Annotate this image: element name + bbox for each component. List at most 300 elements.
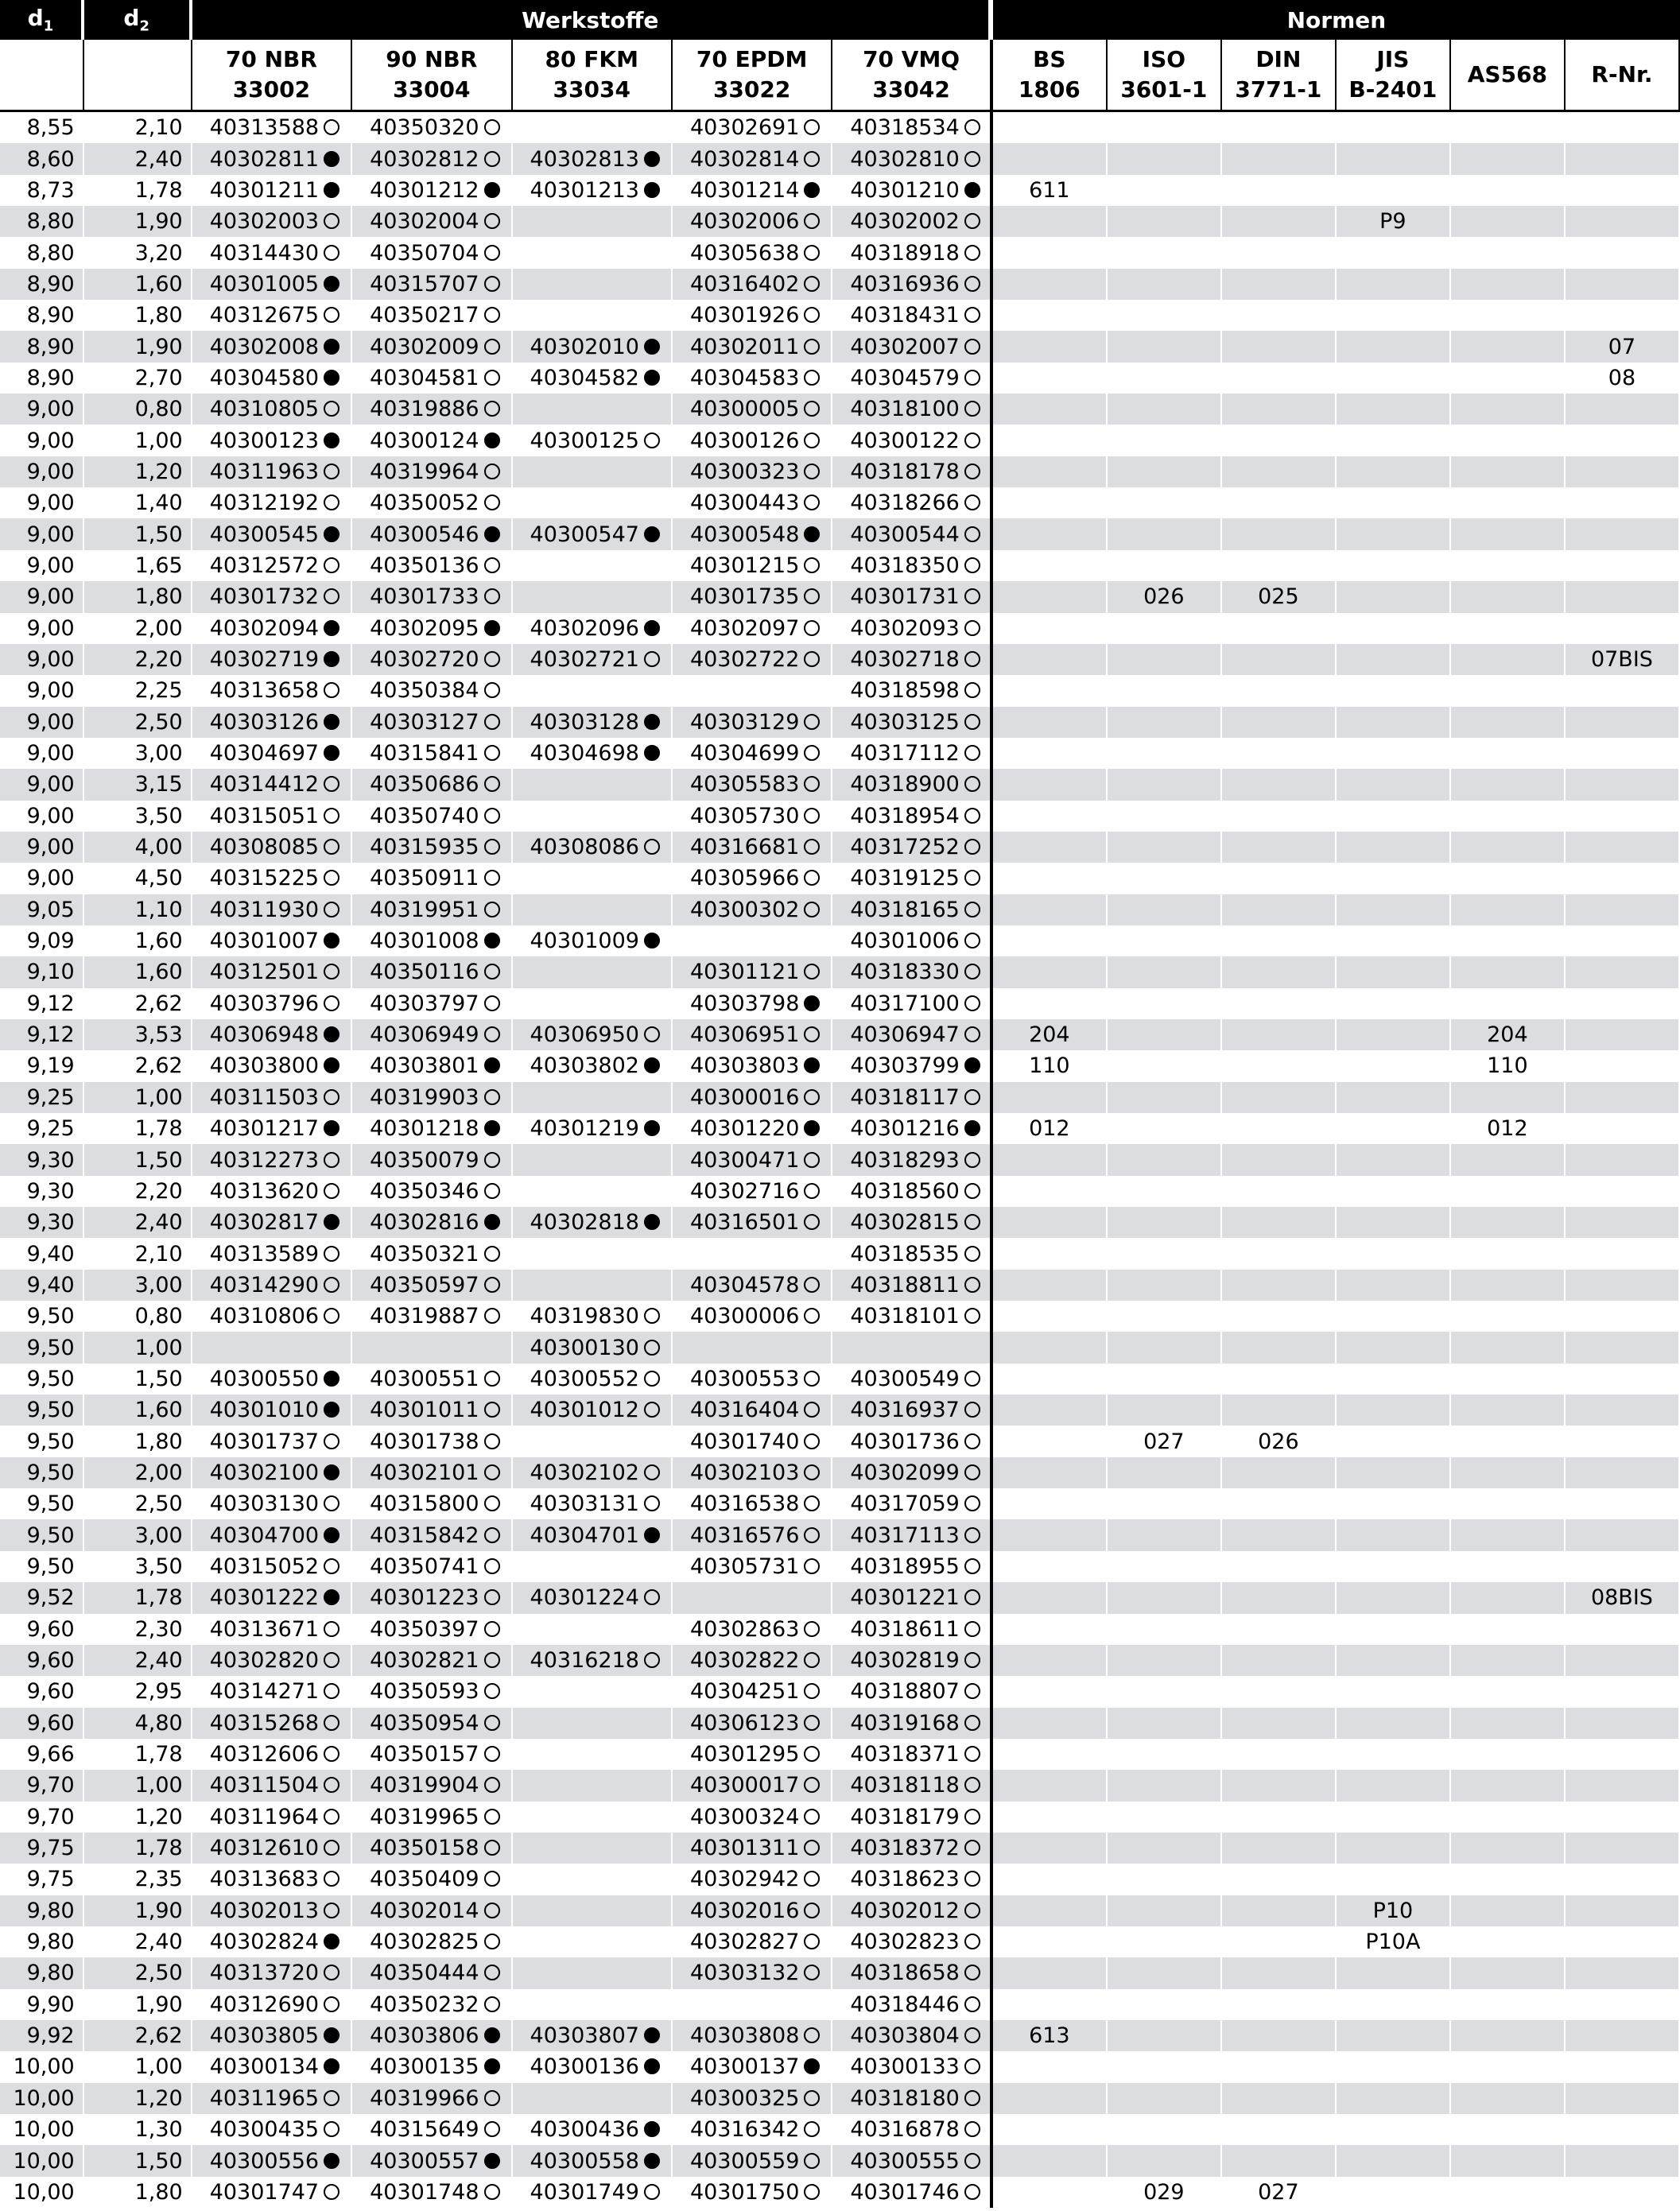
cell-norm: 012	[1451, 1113, 1566, 1144]
cell-d1: 9,66	[0, 1739, 84, 1770]
cell-material	[832, 1363, 992, 1394]
cell-material	[192, 487, 352, 518]
cell-norm	[1222, 1488, 1337, 1519]
cell-material	[352, 1645, 512, 1676]
cell-material	[513, 1864, 673, 1895]
cell-norm	[1337, 1770, 1451, 1801]
table-row	[0, 550, 1680, 581]
cell-norm	[1108, 331, 1222, 362]
cell-norm	[1451, 769, 1566, 800]
availability-open-circle-icon	[484, 1746, 500, 1762]
cell-material	[673, 1019, 832, 1050]
article-number: 40312273	[210, 1148, 339, 1173]
cell-material	[513, 1926, 673, 1957]
cell-material	[673, 1082, 832, 1113]
cell-norm	[1222, 175, 1337, 206]
cell-material	[513, 2114, 673, 2145]
cell-norm	[1451, 832, 1566, 863]
availability-open-circle-icon	[804, 964, 820, 979]
availability-open-circle-icon	[324, 1152, 339, 1168]
cell-material	[192, 675, 352, 706]
cell-norm	[1451, 1332, 1566, 1363]
article-number: 40318611	[850, 1617, 980, 1642]
cell-d2: 1,90	[84, 1895, 192, 1926]
cell-norm	[1108, 1519, 1222, 1550]
article-number: 40306949	[370, 1022, 499, 1047]
cell-material	[832, 456, 992, 487]
article-number: 40302824	[210, 1930, 339, 1954]
cell-d1: 8,73	[0, 175, 84, 206]
cell-norm	[1451, 2020, 1566, 2051]
cell-material	[352, 550, 512, 581]
article-number: 40312192	[210, 491, 339, 515]
availability-filled-dot-icon	[324, 714, 339, 730]
cell-material	[513, 1019, 673, 1050]
cell-material	[192, 1113, 352, 1144]
cell-material	[513, 1551, 673, 1582]
cell-material	[352, 644, 512, 675]
cell-material	[673, 2145, 832, 2176]
article-number: 40301212	[370, 178, 499, 203]
cell-material	[673, 1864, 832, 1895]
article-number: 40304580	[210, 366, 339, 390]
cell-norm: 07	[1566, 331, 1680, 362]
cell-d2: 3,00	[84, 1519, 192, 1550]
cell-material	[832, 1895, 992, 1926]
header-material-70vmq: 70 VMQ 33042	[832, 40, 992, 112]
article-number: 40302820	[210, 1648, 339, 1673]
cell-material	[192, 425, 352, 456]
table-row	[0, 175, 1680, 206]
availability-open-circle-icon	[964, 933, 980, 948]
availability-filled-dot-icon	[644, 1120, 660, 1136]
cell-material	[673, 1614, 832, 1645]
article-number: 40302095	[370, 616, 499, 641]
cell-material	[673, 2083, 832, 2114]
cell-material	[832, 1770, 992, 1801]
article-number: 40312572	[210, 553, 339, 578]
article-number: 40318180	[850, 2086, 980, 2111]
article-number: 40301736	[850, 1429, 980, 1454]
article-number: 40318954	[850, 804, 980, 828]
cell-material	[832, 1519, 992, 1550]
cell-norm	[1566, 1082, 1680, 1113]
cell-material	[832, 1207, 992, 1238]
cell-d1: 9,00	[0, 863, 84, 894]
article-number: 40300558	[530, 2149, 660, 2174]
article-number: 40302825	[370, 1930, 499, 1954]
cell-norm	[1566, 863, 1680, 894]
article-number: 40300553	[690, 1367, 820, 1391]
article-number: 40301216	[850, 1116, 980, 1141]
availability-open-circle-icon	[804, 714, 820, 730]
availability-open-circle-icon	[324, 902, 339, 917]
table-row	[0, 1614, 1680, 1645]
availability-filled-dot-icon	[484, 2027, 500, 2043]
cell-norm	[993, 1144, 1108, 1175]
cell-material	[832, 1989, 992, 2020]
cell-material	[192, 581, 352, 612]
cell-material	[832, 1957, 992, 1988]
cell-d1: 9,00	[0, 644, 84, 675]
cell-d1: 9,00	[0, 487, 84, 518]
cell-norm	[1108, 1614, 1222, 1645]
availability-open-circle-icon	[804, 1558, 820, 1574]
cell-norm	[1222, 237, 1337, 268]
cell-norm	[1451, 707, 1566, 738]
cell-material	[513, 863, 673, 894]
cell-norm	[1222, 269, 1337, 300]
cell-norm	[1222, 675, 1337, 706]
table-row	[0, 269, 1680, 300]
cell-norm	[1108, 300, 1222, 331]
cell-norm	[1451, 1207, 1566, 1238]
article-number: 40316501	[690, 1210, 820, 1235]
availability-filled-dot-icon	[324, 620, 339, 636]
availability-open-circle-icon	[484, 745, 500, 761]
article-number: 40318179	[850, 1805, 980, 1829]
cell-material	[832, 1113, 992, 1144]
table-row	[0, 1207, 1680, 1238]
article-number: 40302812	[370, 147, 499, 172]
table-row	[0, 675, 1680, 706]
availability-open-circle-icon	[324, 1965, 339, 1980]
availability-open-circle-icon	[644, 2184, 660, 2200]
article-number: 40308086	[530, 835, 660, 859]
cell-material	[192, 1144, 352, 1175]
cell-material	[513, 456, 673, 487]
availability-open-circle-icon	[804, 1089, 820, 1105]
cell-material	[192, 1082, 352, 1113]
cell-norm: 110	[993, 1050, 1108, 1081]
article-number: 40301735	[690, 584, 820, 609]
table-row	[0, 143, 1680, 174]
cell-norm	[1108, 988, 1222, 1019]
cell-norm	[993, 2083, 1108, 2114]
availability-open-circle-icon	[324, 245, 339, 261]
availability-open-circle-icon	[484, 714, 500, 730]
cell-material	[832, 175, 992, 206]
article-number: 40300546	[370, 522, 499, 547]
availability-open-circle-icon	[964, 1026, 980, 1042]
cell-norm	[1566, 1833, 1680, 1864]
cell-norm	[1451, 1989, 1566, 2020]
article-number: 40301008	[370, 929, 499, 953]
availability-open-circle-icon	[964, 151, 980, 167]
availability-open-circle-icon	[324, 1183, 339, 1199]
availability-filled-dot-icon	[644, 151, 660, 167]
availability-open-circle-icon	[804, 651, 820, 667]
cell-norm	[993, 1082, 1108, 1113]
article-number: 40301926	[690, 303, 820, 328]
cell-d2: 1,80	[84, 300, 192, 331]
cell-norm	[1566, 1708, 1680, 1739]
cell-norm	[993, 1551, 1108, 1582]
article-number: 40311965	[210, 2086, 339, 2111]
cell-norm	[1566, 1614, 1680, 1645]
article-number: 40302718	[850, 647, 980, 672]
cell-material	[192, 550, 352, 581]
cell-norm	[1451, 2083, 1566, 2114]
cell-norm	[1566, 394, 1680, 425]
availability-filled-dot-icon	[324, 1464, 339, 1480]
cell-norm	[1337, 1394, 1451, 1426]
cell-norm	[1337, 1207, 1451, 1238]
cell-norm	[1566, 425, 1680, 456]
article-number: 40314271	[210, 1679, 339, 1704]
article-number: 40302816	[370, 1210, 499, 1235]
article-number: 40302006	[690, 209, 820, 234]
article-number: 40306951	[690, 1022, 820, 1047]
cell-material	[513, 175, 673, 206]
article-number: 40302008	[210, 335, 339, 359]
cell-norm	[993, 237, 1108, 268]
cell-norm	[1108, 2051, 1222, 2082]
availability-open-circle-icon	[964, 1464, 980, 1480]
cell-material	[192, 738, 352, 769]
cell-norm	[1108, 769, 1222, 800]
cell-material	[832, 1144, 992, 1175]
cell-norm	[1337, 1864, 1451, 1895]
cell-norm: 07BIS	[1566, 644, 1680, 675]
article-number: 40304251	[690, 1679, 820, 1704]
cell-norm	[1451, 518, 1566, 549]
article-number: 40301220	[690, 1116, 820, 1141]
article-number: 40316402	[690, 272, 820, 297]
cell-d2: 2,10	[84, 112, 192, 143]
cell-material	[192, 1582, 352, 1613]
header-norm-jis: JIS B-2401	[1337, 40, 1451, 112]
cell-norm	[1108, 143, 1222, 174]
article-number: 40306950	[530, 1022, 660, 1047]
availability-filled-dot-icon	[644, 339, 660, 355]
cell-material	[513, 675, 673, 706]
availability-filled-dot-icon	[324, 2153, 339, 2169]
availability-filled-dot-icon	[324, 276, 339, 292]
cell-material	[513, 769, 673, 800]
header-norm-as568: AS568	[1451, 40, 1566, 112]
cell-material	[513, 707, 673, 738]
table-row	[0, 738, 1680, 769]
article-number: 40300136	[530, 2054, 660, 2079]
cell-norm	[1108, 394, 1222, 425]
availability-open-circle-icon	[324, 1308, 339, 1324]
article-number: 40304701	[530, 1523, 660, 1548]
availability-open-circle-icon	[644, 1308, 660, 1324]
table-row	[0, 2114, 1680, 2145]
cell-norm	[1337, 675, 1451, 706]
article-number: 40315842	[370, 1523, 499, 1548]
availability-open-circle-icon	[484, 307, 500, 323]
cell-norm: P10A	[1337, 1926, 1451, 1957]
cell-material	[192, 707, 352, 738]
cell-material	[513, 1144, 673, 1175]
cell-norm	[1337, 2114, 1451, 2145]
table-row	[0, 1519, 1680, 1550]
cell-d2: 1,20	[84, 1802, 192, 1833]
article-number: 40301010	[210, 1398, 339, 1422]
cell-material	[513, 613, 673, 644]
cell-norm	[1222, 988, 1337, 1019]
article-number: 40300552	[530, 1367, 660, 1391]
cell-norm	[993, 1739, 1108, 1770]
cell-material	[192, 1614, 352, 1645]
availability-open-circle-icon	[964, 1308, 980, 1324]
article-number: 40306948	[210, 1022, 339, 1047]
availability-filled-dot-icon	[644, 2027, 660, 2043]
cell-material	[673, 1332, 832, 1363]
availability-filled-dot-icon	[324, 1934, 339, 1949]
cell-norm	[1566, 1144, 1680, 1175]
availability-open-circle-icon	[324, 1840, 339, 1856]
availability-open-circle-icon	[324, 995, 339, 1011]
article-number: 40303127	[370, 710, 499, 735]
cell-norm	[993, 518, 1108, 549]
cell-d1: 10,00	[0, 2051, 84, 2082]
cell-material	[673, 1394, 832, 1426]
table-row	[0, 1394, 1680, 1426]
availability-filled-dot-icon	[484, 1214, 500, 1230]
article-number: 40300547	[530, 522, 660, 547]
cell-material	[192, 1207, 352, 1238]
cell-d1: 9,50	[0, 1519, 84, 1550]
article-number: 40300135	[370, 2054, 499, 2079]
cell-norm	[993, 1238, 1108, 1269]
cell-norm	[993, 269, 1108, 300]
cell-material	[352, 894, 512, 925]
cell-material	[352, 956, 512, 987]
article-number: 40315268	[210, 1711, 339, 1736]
header-norm-bs: BS 1806	[993, 40, 1108, 112]
availability-filled-dot-icon	[324, 651, 339, 667]
cell-norm	[1222, 1864, 1337, 1895]
cell-norm	[993, 1363, 1108, 1394]
article-number: 40318165	[850, 898, 980, 922]
cell-norm	[993, 644, 1108, 675]
cell-d2: 1,50	[84, 2145, 192, 2176]
article-number: 40302942	[690, 1867, 820, 1891]
article-number: 40300123	[210, 429, 339, 453]
cell-material	[192, 2083, 352, 2114]
cell-norm	[1222, 1394, 1337, 1426]
cell-norm	[993, 300, 1108, 331]
cell-norm	[1222, 1582, 1337, 1613]
cell-norm	[1566, 550, 1680, 581]
article-number: 40300130	[530, 1336, 660, 1360]
article-number: 40303800	[210, 1053, 339, 1078]
cell-d1: 9,50	[0, 1426, 84, 1457]
availability-open-circle-icon	[964, 1246, 980, 1262]
cell-d1: 9,80	[0, 1926, 84, 1957]
cell-material	[192, 1426, 352, 1457]
cell-d2: 1,60	[84, 1394, 192, 1426]
article-number: 40350232	[370, 1992, 499, 2017]
cell-norm	[1337, 550, 1451, 581]
cell-material	[832, 2020, 992, 2051]
availability-open-circle-icon	[484, 1715, 500, 1731]
cell-material	[832, 2051, 992, 2082]
table-row	[0, 394, 1680, 425]
cell-norm	[1337, 1144, 1451, 1175]
cell-norm	[1451, 487, 1566, 518]
cell-norm	[1566, 1676, 1680, 1707]
cell-material	[352, 1895, 512, 1926]
availability-open-circle-icon	[484, 964, 500, 979]
availability-open-circle-icon	[484, 1371, 500, 1387]
cell-norm	[1566, 2177, 1680, 2208]
cell-d2: 1,78	[84, 175, 192, 206]
article-number: 40302004	[370, 209, 499, 234]
availability-filled-dot-icon	[644, 1057, 660, 1073]
cell-material	[513, 2020, 673, 2051]
cell-norm	[993, 675, 1108, 706]
cell-d2: 2,62	[84, 988, 192, 1019]
cell-material	[352, 1802, 512, 1833]
cell-norm	[1566, 175, 1680, 206]
cell-material	[673, 2177, 832, 2208]
article-number: 40311964	[210, 1805, 339, 1829]
availability-open-circle-icon	[804, 1464, 820, 1480]
cell-material	[352, 394, 512, 425]
article-number: 40302814	[690, 147, 820, 172]
availability-open-circle-icon	[964, 339, 980, 355]
article-number: 40316937	[850, 1398, 980, 1422]
cell-d2: 4,80	[84, 1708, 192, 1739]
cell-material	[832, 801, 992, 832]
availability-open-circle-icon	[964, 2121, 980, 2137]
cell-norm	[1566, 988, 1680, 1019]
cell-norm	[1222, 1802, 1337, 1833]
table-row	[0, 1113, 1680, 1144]
header-norms-group: Normen	[993, 0, 1680, 40]
availability-open-circle-icon	[964, 1903, 980, 1918]
cell-material	[673, 300, 832, 331]
cell-norm: P10	[1337, 1895, 1451, 1926]
cell-material	[673, 832, 832, 863]
article-number: 40301215	[690, 553, 820, 578]
cell-material	[673, 237, 832, 268]
cell-norm	[1108, 1332, 1222, 1363]
cell-material	[192, 832, 352, 863]
cell-material	[352, 1676, 512, 1707]
cell-material	[352, 112, 512, 143]
cell-material	[673, 894, 832, 925]
cell-material	[832, 1864, 992, 1895]
cell-material	[352, 237, 512, 268]
cell-d2: 0,80	[84, 394, 192, 425]
availability-filled-dot-icon	[644, 526, 660, 542]
cell-d1: 9,40	[0, 1270, 84, 1301]
article-number: 40301733	[370, 584, 499, 609]
cell-d2: 1,50	[84, 1363, 192, 1394]
cell-norm	[1566, 1770, 1680, 1801]
availability-open-circle-icon	[484, 808, 500, 824]
cell-material	[192, 644, 352, 675]
article-number: 40311503	[210, 1085, 339, 1110]
article-number: 40319125	[850, 866, 980, 890]
availability-open-circle-icon	[804, 245, 820, 261]
availability-filled-dot-icon	[644, 2121, 660, 2137]
cell-d1: 9,00	[0, 801, 84, 832]
article-number: 40303131	[530, 1491, 660, 1516]
cell-norm	[1566, 1270, 1680, 1301]
cell-norm	[1566, 1488, 1680, 1519]
article-number: 40318446	[850, 1992, 980, 2017]
cell-norm	[1108, 925, 1222, 956]
cell-norm	[1222, 1770, 1337, 1801]
header-material-90nbr: 90 NBR 33004	[352, 40, 512, 112]
article-number: 40302101	[370, 1460, 499, 1485]
